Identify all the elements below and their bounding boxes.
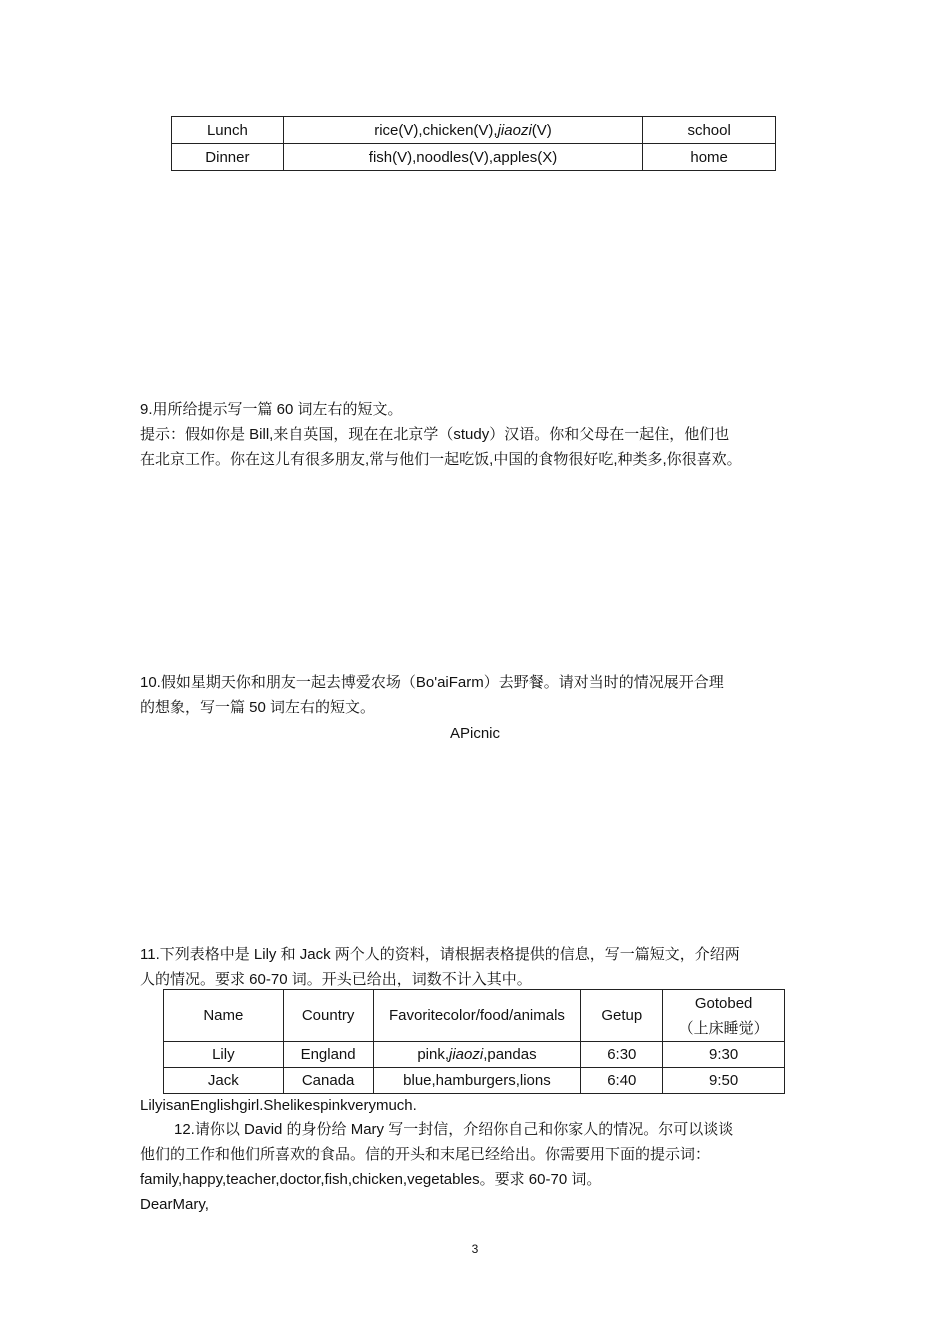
question-9 — [140, 397, 820, 472]
getup-cell: 6:40 — [581, 1068, 663, 1094]
favorite-cell: blue,hamburgers,lions — [373, 1068, 581, 1094]
q12-line-1: 12.请你以 David 的身份给 Mary 写一封信，介绍你自己和你家人的情况。尔可以谈谈 — [174, 1121, 734, 1138]
q10-line-2: 的想象，写一篇 50 词左右的短文。 — [140, 699, 376, 716]
food-cell: rice(V),chicken(V),jiaozi(V) — [283, 117, 642, 144]
header-country: Country — [283, 990, 373, 1042]
q9-instruction: 9.用所给提示写一篇 60 词左右的短文。 — [140, 401, 403, 418]
table-row — [172, 117, 776, 144]
q11-opening-sentence: LilyisanEnglishgirl.Shelikespinkverymuch. — [140, 1097, 417, 1114]
question-11 — [140, 942, 820, 992]
country-cell: Canada — [283, 1068, 373, 1094]
place-cell: school — [643, 117, 776, 144]
q9-hint-line-2: 在北京工作。你在这儿有很多朋友,常与他们一起吃饭,中国的食物很好吃,种类多,你很喜欢。 — [140, 451, 742, 468]
favorite-cell: pink,jiaozi,pandas — [373, 1042, 581, 1068]
q11-line-1: 11.下列表格中是 Lily 和 Jack 两个人的资料，请根据表格提供的信息，写一篇短文，介绍两 — [140, 946, 740, 963]
header-gotobed: Gotobed （上床睡觉） — [663, 990, 785, 1042]
table-header-row — [164, 990, 785, 1042]
q10-line-1: 10.假如星期天你和朋友一起去博爱农场（Bo'aiFarm）去野餐。请对当时的情况展开合理 — [140, 674, 724, 691]
page-number: 3 — [471, 1242, 479, 1256]
getup-cell: 6:30 — [581, 1042, 663, 1068]
name-cell: Jack — [164, 1068, 284, 1094]
meal-cell: Lunch — [172, 117, 284, 144]
country-cell: England — [283, 1042, 373, 1068]
place-cell: home — [643, 144, 776, 171]
q10-essay-title: APicnic — [449, 725, 501, 742]
header-favorite: Favoritecolor/food/animals — [373, 990, 581, 1042]
meal-cell: Dinner — [172, 144, 284, 171]
q12-greeting: DearMary, — [140, 1196, 209, 1213]
table-row — [164, 1042, 785, 1068]
question-12 — [140, 1117, 820, 1217]
header-name: Name — [164, 990, 284, 1042]
q9-hint-line-1: 提示：假如你是 Bill,来自英国，现在在北京学（study）汉语。你和父母在一起住，他们也 — [140, 426, 730, 443]
gotobed-cell: 9:50 — [663, 1068, 785, 1094]
food-cell: fish(V),noodles(V),apples(X) — [283, 144, 642, 171]
table-row — [172, 144, 776, 171]
header-getup: Getup — [581, 990, 663, 1042]
q12-line-2: 他们的工作和他们所喜欢的食品。信的开头和末尾已经给出。你需要用下面的提示词： — [140, 1146, 711, 1163]
gotobed-cell: 9:30 — [663, 1042, 785, 1068]
name-cell: Lily — [164, 1042, 284, 1068]
q11-line-2: 人的情况。要求 60-70 词。开头已给出，词数不计入其中。 — [140, 971, 532, 988]
table-row — [164, 1068, 785, 1094]
question-10 — [140, 670, 820, 720]
info-table — [163, 989, 785, 1094]
q12-line-3: family,happy,teacher,doctor,fish,chicken,vegetables。要求 60-70 词。 — [140, 1171, 602, 1188]
meal-table — [171, 116, 776, 171]
